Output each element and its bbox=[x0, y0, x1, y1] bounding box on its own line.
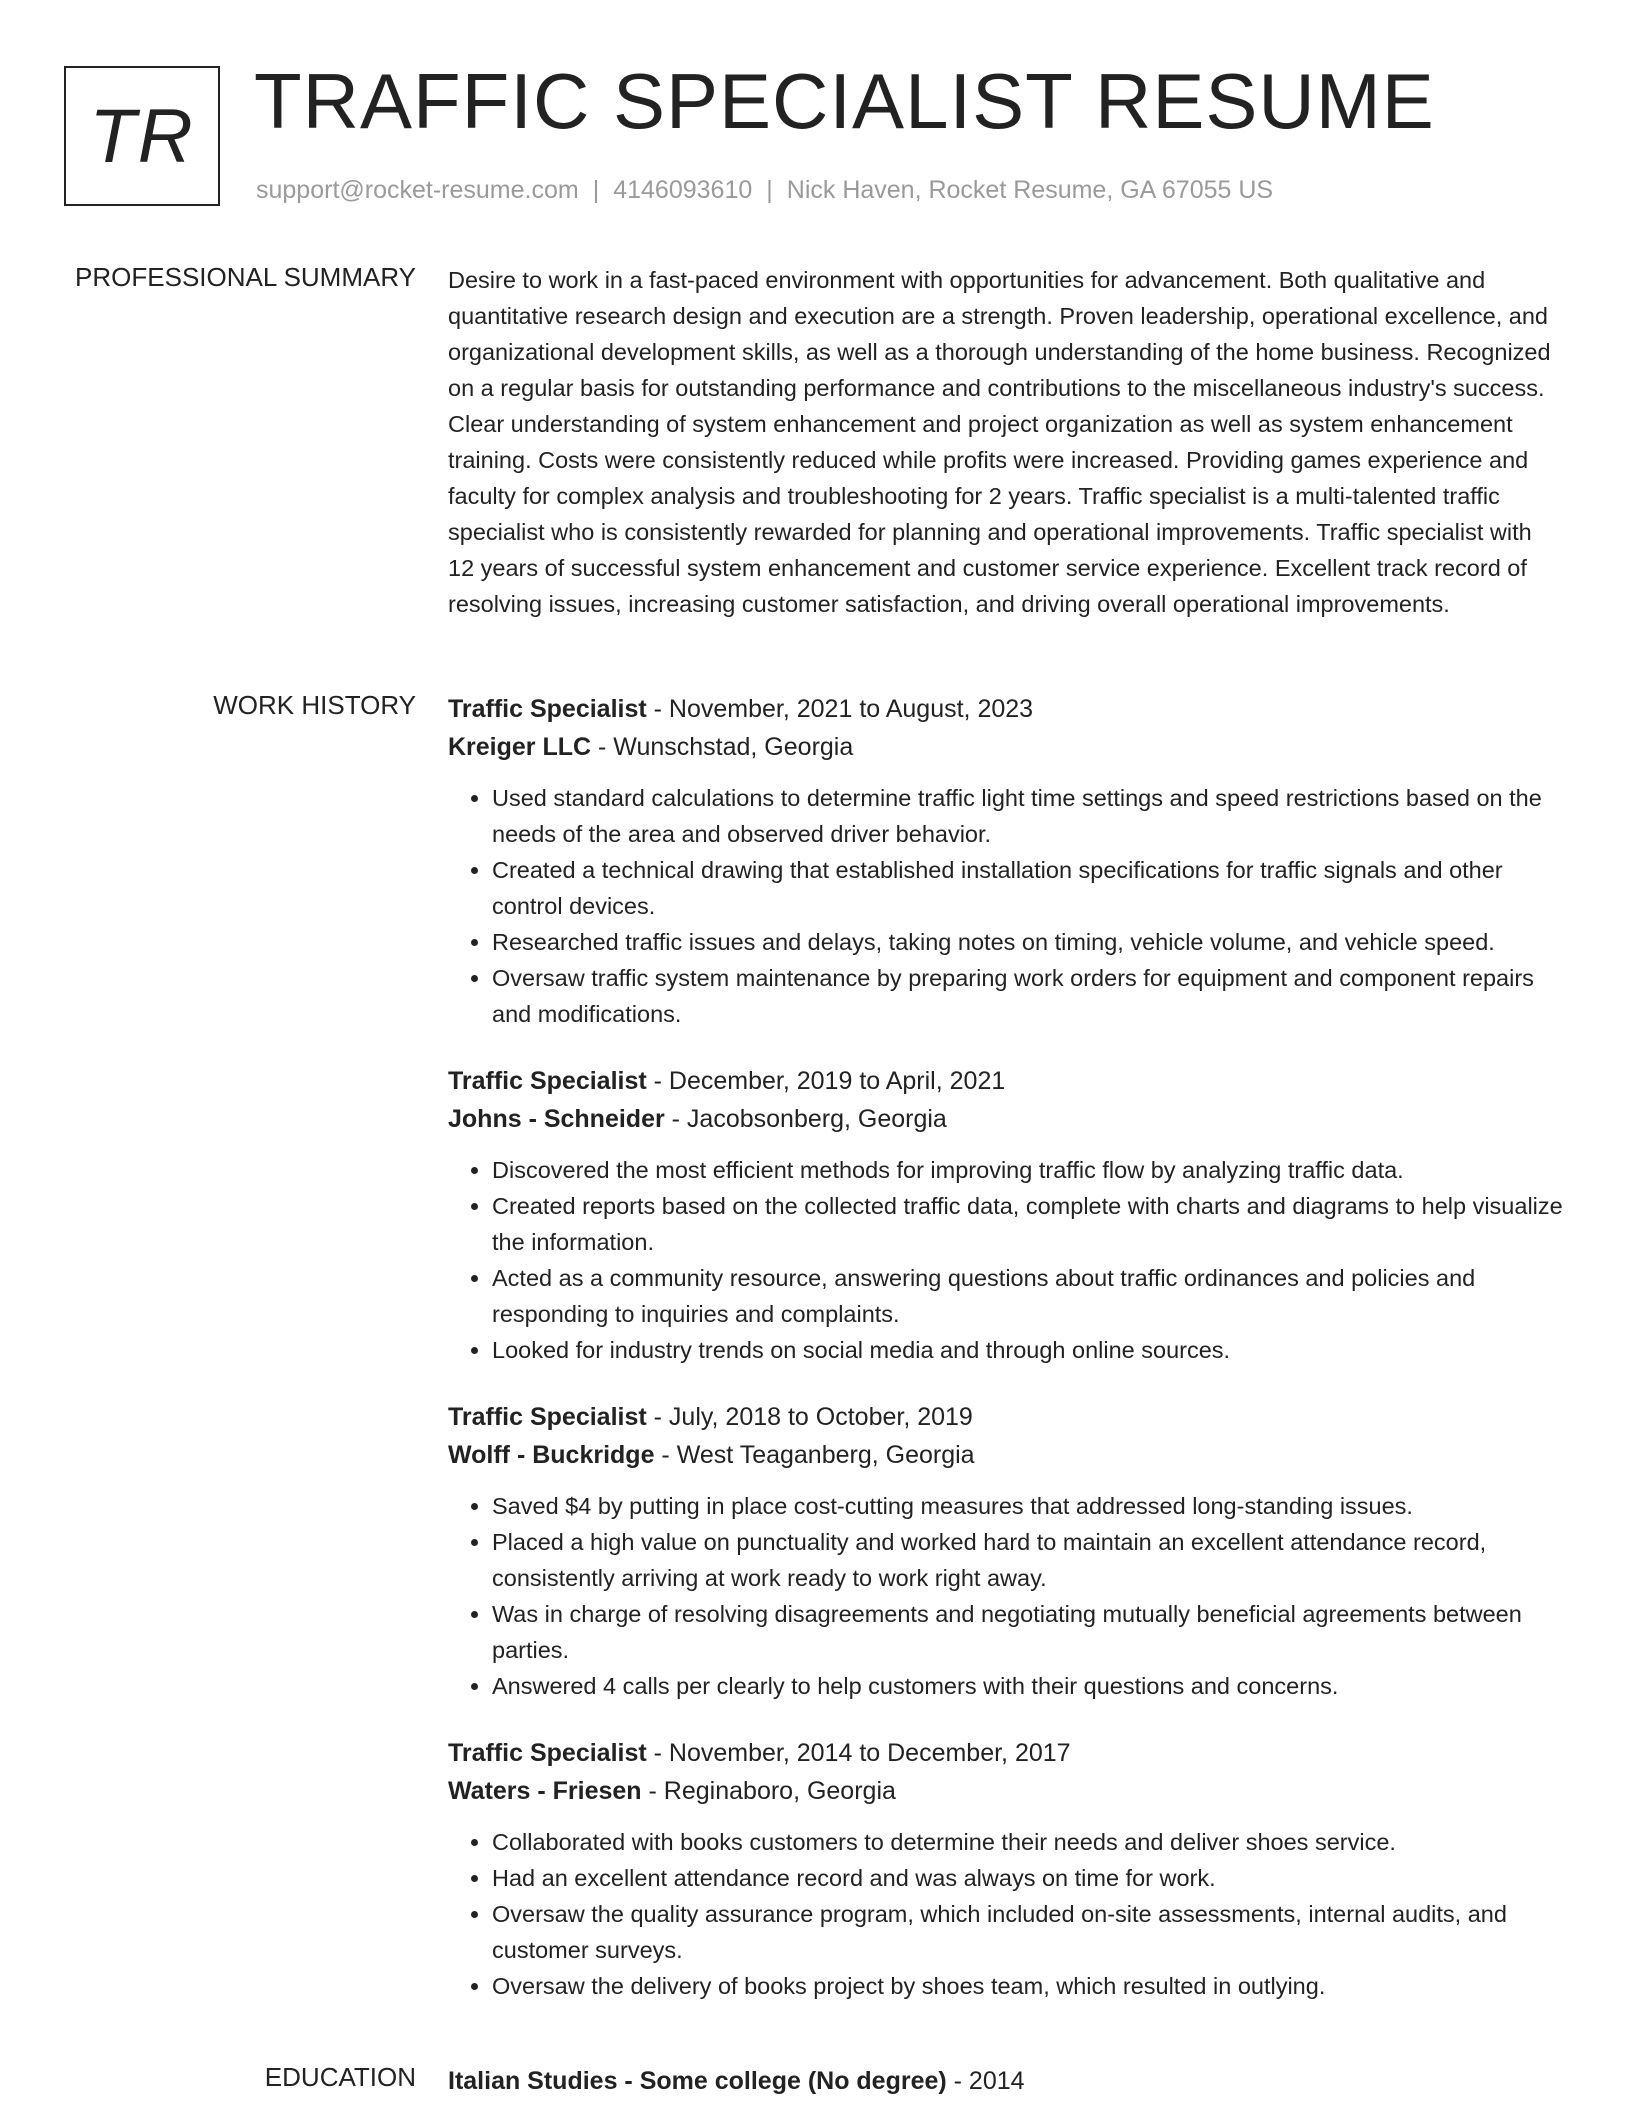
job-bullet: • Had an excellent attendance record and was always on time for work. bbox=[492, 1860, 1564, 1896]
job-company-line bbox=[448, 1436, 1564, 1474]
job-company-line bbox=[448, 1772, 1564, 1810]
job-bullets bbox=[448, 1488, 1564, 1704]
job-location: - Wunschstad, Georgia bbox=[591, 733, 854, 761]
job-dates: - December, 2019 to April, 2021 bbox=[646, 1067, 1006, 1095]
job-dates: - November, 2014 to December, 2017 bbox=[646, 1739, 1071, 1767]
job-company-line bbox=[448, 728, 1564, 766]
job-bullet: • Oversaw the delivery of books project by shoes team, which resulted in outlying. bbox=[492, 1968, 1564, 2004]
job-dates: - July, 2018 to October, 2019 bbox=[646, 1403, 973, 1431]
contact-address: Nick Haven, Rocket Resume, GA 67055 US bbox=[786, 176, 1274, 204]
education-body bbox=[448, 2062, 1564, 2100]
job-company: Wolff - Buckridge bbox=[448, 1441, 655, 1469]
job-company: Johns - Schneider bbox=[448, 1105, 665, 1133]
job-company: Waters - Friesen bbox=[448, 1777, 642, 1805]
contact-email: support@rocket-resume.com bbox=[256, 176, 579, 204]
contact-phone: 4146093610 bbox=[613, 176, 753, 204]
job-location: - West Teaganberg, Georgia bbox=[654, 1441, 975, 1469]
job-entry bbox=[448, 690, 1564, 1032]
work-history-heading: WORK HISTORY bbox=[213, 690, 416, 720]
job-bullet: • Oversaw traffic system maintenance by preparing work orders for equipment and component repairs and modifications. bbox=[492, 960, 1564, 1032]
contact-line bbox=[256, 176, 1273, 205]
job-title: Traffic Specialist bbox=[448, 695, 647, 723]
job-title: Traffic Specialist bbox=[448, 1067, 647, 1095]
summary-text: Desire to work in a fast-paced environment with opportunities for advancement. Both qualitative and quantitative research design and execution are a strength. Proven leadership, operational excellence, and organizational development skills, as well as a thorough understanding of the home business. Recognized on a regular basis for outstanding performance and contributions to the miscellaneous industry's success. Clear understanding of system enhancement and project organization as well as system enhancement training. Costs were consistently reduced while profits were increased. Providing games experience and faculty for complex analysis and troubleshooting for 2 years. Traffic specialist is a multi-talented traffic specialist who is consistently rewarded for planning and operational improvements. Traffic specialist with 12 years of successful system enhancement and customer service experience. Excellent track record of resolving issues, increasing customer satisfaction, and driving overall operational improvements. bbox=[448, 267, 1551, 617]
summary-body bbox=[448, 262, 1564, 622]
job-bullet: • Discovered the most efficient methods for improving traffic flow by analyzing traffic data. bbox=[492, 1152, 1564, 1188]
job-title-line bbox=[448, 1734, 1564, 1772]
job-bullet: • Placed a high value on punctuality and worked hard to maintain an excellent attendance record, consistently arriving at work ready to work right away. bbox=[492, 1524, 1564, 1596]
job-title-line bbox=[448, 1062, 1564, 1100]
job-dates: - November, 2021 to August, 2023 bbox=[646, 695, 1034, 723]
job-bullet: • Saved $4 by putting in place cost-cutting measures that addressed long-standing issues. bbox=[492, 1488, 1564, 1524]
job-bullet: • Looked for industry trends on social media and through online sources. bbox=[492, 1332, 1564, 1368]
job-company-line bbox=[448, 1100, 1564, 1138]
job-bullet: • Used standard calculations to determine traffic light time settings and speed restrictions based on the needs of the area and observed driver behavior. bbox=[492, 780, 1564, 852]
monogram-initials: TR bbox=[89, 93, 195, 179]
job-bullet: • Was in charge of resolving disagreements and negotiating mutually beneficial agreements between parties. bbox=[492, 1596, 1564, 1668]
education-heading: EDUCATION bbox=[264, 2062, 416, 2092]
job-title: Traffic Specialist bbox=[448, 1739, 647, 1767]
education-degree-line bbox=[448, 2062, 1564, 2100]
job-bullet: • Collaborated with books customers to determine their needs and deliver shoes service. bbox=[492, 1824, 1564, 1860]
job-entry bbox=[448, 1062, 1564, 1368]
job-bullet: • Researched traffic issues and delays, taking notes on timing, vehicle volume, and vehicle speed. bbox=[492, 924, 1564, 960]
job-entry bbox=[448, 1734, 1564, 2004]
job-bullets bbox=[448, 1152, 1564, 1368]
job-title-line bbox=[448, 1398, 1564, 1436]
contact-separator: | bbox=[592, 176, 600, 204]
job-title-line bbox=[448, 690, 1564, 728]
job-entry bbox=[448, 1398, 1564, 1704]
job-location: - Reginaboro, Georgia bbox=[641, 1777, 896, 1805]
job-title: Traffic Specialist bbox=[448, 1403, 647, 1431]
contact-separator: | bbox=[766, 176, 773, 204]
job-location: - Jacobsonberg, Georgia bbox=[664, 1105, 947, 1133]
job-company: Kreiger LLC bbox=[448, 733, 592, 761]
job-bullet: • Answered 4 calls per clearly to help customers with their questions and concerns. bbox=[492, 1668, 1564, 1704]
job-bullet: • Oversaw the quality assurance program, which included on-site assessments, internal audits, and customer surveys. bbox=[492, 1896, 1564, 1968]
education-year: - 2014 bbox=[946, 2067, 1025, 2095]
summary-heading: PROFESSIONAL SUMMARY bbox=[75, 262, 416, 292]
job-bullet: • Acted as a community resource, answering questions about traffic ordinances and policies and responding to inquiries and complaints. bbox=[492, 1260, 1564, 1332]
job-bullet: • Created reports based on the collected traffic data, complete with charts and diagrams to help visualize the information. bbox=[492, 1188, 1564, 1260]
resume-title: TRAFFIC SPECIALIST RESUME bbox=[254, 57, 1435, 145]
monogram-box bbox=[64, 66, 220, 206]
job-bullets bbox=[448, 780, 1564, 1032]
job-bullets bbox=[448, 1824, 1564, 2004]
education-degree: Italian Studies - Some college (No degree) bbox=[448, 2067, 947, 2095]
job-bullet: • Created a technical drawing that established installation specifications for traffic signals and other control devices. bbox=[492, 852, 1564, 924]
work-history-body bbox=[448, 690, 1564, 2034]
